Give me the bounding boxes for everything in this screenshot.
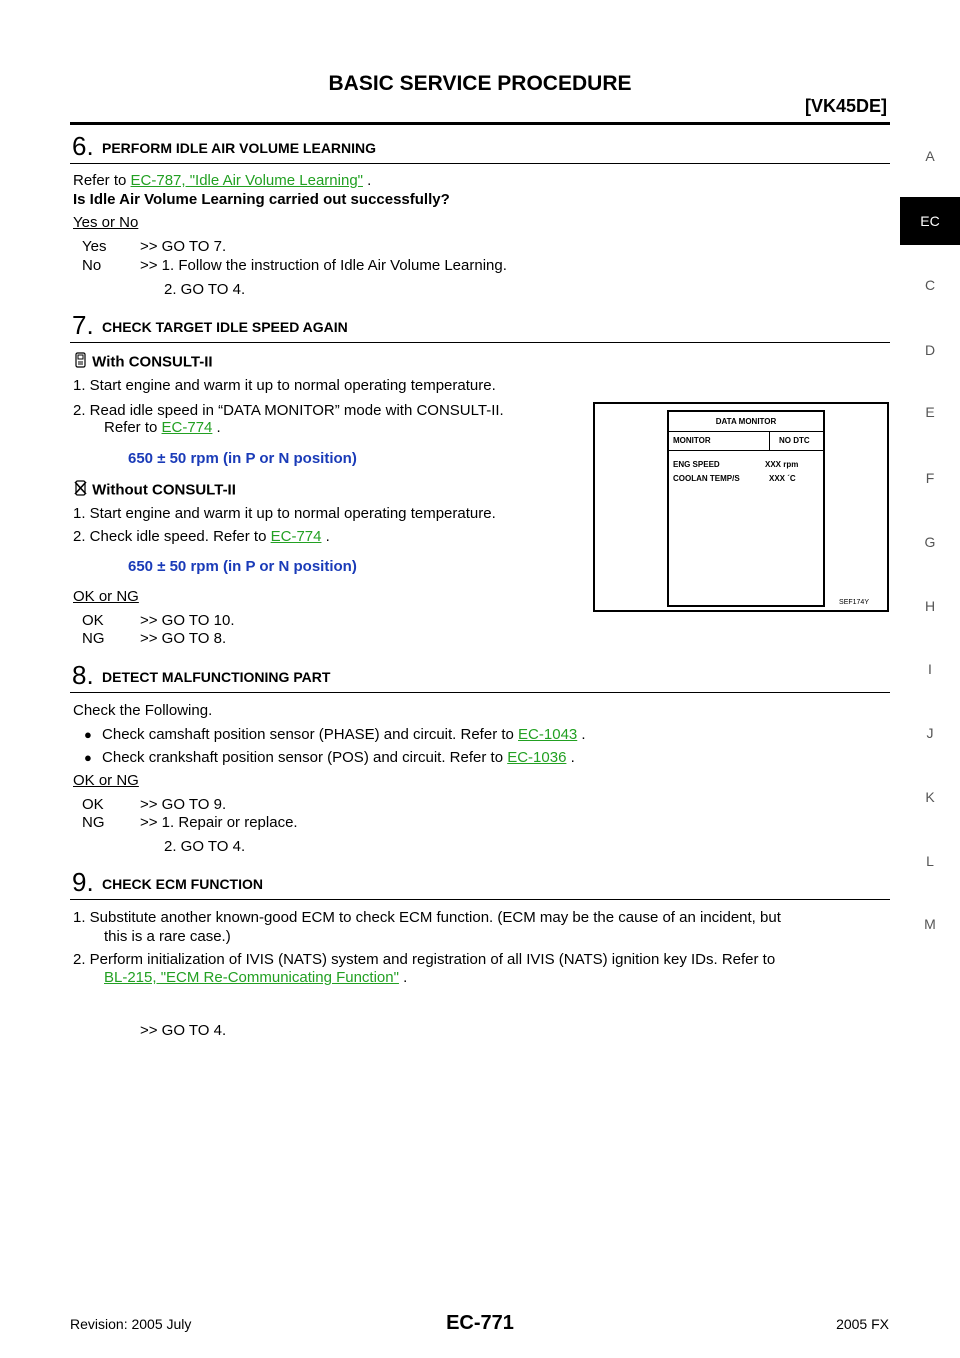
link-bl-215[interactable]: BL-215, "ECM Re-Communicating Function" xyxy=(104,969,399,986)
with-step-2-refer xyxy=(104,418,221,437)
with-consult-heading xyxy=(73,352,213,373)
link-ec-1043[interactable]: EC-1043 xyxy=(518,726,578,743)
screen-row-coolant-temp: COOLAN TEMP/S xyxy=(673,474,740,483)
side-tab-f[interactable]: F xyxy=(925,470,935,486)
refer-text: . xyxy=(321,528,330,545)
side-tab-g[interactable]: G xyxy=(924,534,936,550)
side-tab-d[interactable]: D xyxy=(924,342,936,358)
side-tab-c[interactable]: C xyxy=(924,277,936,293)
side-tab-k[interactable]: K xyxy=(925,789,935,805)
refer-text: . xyxy=(398,969,408,986)
link-ec-1036[interactable]: EC-1036 xyxy=(507,749,567,766)
section-9-goto: >> GO TO 4. xyxy=(140,1022,227,1039)
with-step-1: 1. Start engine and warm it up to normal operating temperature. xyxy=(73,377,496,394)
page-subtitle: [VK45DE] xyxy=(804,96,887,116)
refer-text: . xyxy=(577,726,586,743)
section-9-header xyxy=(70,869,890,900)
yes-value: >> GO TO 7. xyxy=(140,238,227,255)
no-key: No xyxy=(82,257,102,274)
ok-value: >> GO TO 10. xyxy=(140,612,235,629)
section-6-number: 6. xyxy=(72,131,94,161)
ng-key: NG xyxy=(82,814,105,831)
consult-screen xyxy=(667,410,825,607)
section-9-number: 9. xyxy=(72,867,94,897)
side-tab-m[interactable]: M xyxy=(924,916,936,932)
section-9-step-1-cont: this is a rare case.) xyxy=(104,928,231,945)
section-6-yes-or-no: Yes or No xyxy=(73,214,139,231)
section-8-intro: Check the Following. xyxy=(73,702,213,719)
page-title: BASIC SERVICE PROCEDURE xyxy=(328,72,632,95)
footer-page-number: EC-771 xyxy=(446,1312,514,1334)
section-6-header xyxy=(70,133,890,164)
without-step-2 xyxy=(73,527,330,546)
figure-code: SEF174Y xyxy=(839,599,869,606)
section-7-ok-or-ng: OK or NG xyxy=(73,588,139,605)
section-9-step-1: 1. Substitute another known-good ECM to check ECM function. (ECM may be the cause of an incident, but xyxy=(73,909,781,926)
section-9-step-2-refer xyxy=(104,968,407,987)
section-8-ok-or-ng: OK or NG xyxy=(73,772,139,789)
consult-tester-icon xyxy=(73,352,88,373)
bullet-text: Check camshaft position sensor (PHASE) and circuit. Refer to xyxy=(102,726,519,743)
without-step-1: 1. Start engine and warm it up to normal operating temperature. xyxy=(73,505,496,522)
ng-key: NG xyxy=(82,630,105,647)
screen-row-coolant-temp-value: XXX ´C xyxy=(769,474,796,483)
side-tab-ec[interactable]: EC xyxy=(900,197,960,245)
screen-col-divider xyxy=(769,431,770,450)
ok-key: OK xyxy=(82,796,104,813)
with-consult-label: With CONSULT-II xyxy=(92,353,213,371)
side-tab-i[interactable]: I xyxy=(928,661,932,677)
bullet-icon: ● xyxy=(84,727,92,742)
refer-text: Refer to xyxy=(104,419,162,436)
side-tab-l[interactable]: L xyxy=(926,853,934,869)
yes-key: Yes xyxy=(82,238,107,255)
data-monitor-figure xyxy=(593,402,889,612)
link-ec-774[interactable]: EC-774 xyxy=(161,419,213,436)
refer-text: 2. Check idle speed. Refer to xyxy=(73,528,271,545)
spec-idle-speed-1: 650 ± 50 rpm (in P or N position) xyxy=(128,450,357,467)
ok-value: >> GO TO 9. xyxy=(140,796,227,813)
screen-row-eng-speed: ENG SPEED xyxy=(673,460,720,469)
section-9-step-2: 2. Perform initialization of IVIS (NATS) system and registration of all IVIS (NATS) ignition key IDs. Refer to xyxy=(73,951,776,968)
screen-col-no-dtc: NO DTC xyxy=(779,436,810,445)
spec-idle-speed-2: 650 ± 50 rpm (in P or N position) xyxy=(128,558,357,575)
ng-value: >> GO TO 8. xyxy=(140,630,227,647)
bullet-text: Check crankshaft position sensor (POS) and circuit. Refer to xyxy=(102,749,508,766)
refer-text: . xyxy=(362,172,372,189)
header-rule xyxy=(70,122,890,125)
refer-text: Refer to xyxy=(73,172,131,189)
ok-key: OK xyxy=(82,612,104,629)
screen-row-eng-speed-value: XXX rpm xyxy=(765,460,799,469)
refer-text: . xyxy=(212,419,221,436)
bullet-icon: ● xyxy=(84,750,92,765)
link-ec-787[interactable]: EC-787, "Idle Air Volume Learning" xyxy=(130,172,363,189)
section-7-title: CHECK TARGET IDLE SPEED AGAIN xyxy=(102,319,348,335)
section-9-title: CHECK ECM FUNCTION xyxy=(102,876,263,892)
with-step-2: 2. Read idle speed in “DATA MONITOR” mode with CONSULT-II. xyxy=(73,402,504,419)
link-ec-774[interactable]: EC-774 xyxy=(270,528,322,545)
section-8-header xyxy=(70,662,890,693)
section-6-title: PERFORM IDLE AIR VOLUME LEARNING xyxy=(102,140,377,156)
screen-rule xyxy=(669,431,823,432)
section-6-question: Is Idle Air Volume Learning carried out successfully? xyxy=(73,191,450,208)
footer-revision: Revision: 2005 July xyxy=(70,1316,192,1332)
section-7-header xyxy=(70,312,890,343)
section-7-number: 7. xyxy=(72,310,94,340)
side-tab-e[interactable]: E xyxy=(925,404,935,420)
no-value: >> 1. Follow the instruction of Idle Air Volume Learning. xyxy=(140,257,507,274)
ng-value: >> 1. Repair or replace. xyxy=(140,814,298,831)
bullet-crankshaft xyxy=(84,748,575,767)
screen-col-monitor: MONITOR xyxy=(673,436,711,445)
no-tools-icon xyxy=(73,480,88,501)
ng-value-step-2: 2. GO TO 4. xyxy=(164,838,246,855)
side-tab-a[interactable]: A xyxy=(925,148,935,164)
bullet-camshaft xyxy=(84,725,586,744)
footer-model: 2005 FX xyxy=(836,1316,889,1332)
section-6-refer xyxy=(73,171,371,190)
section-8-title: DETECT MALFUNCTIONING PART xyxy=(102,669,331,685)
without-consult-heading xyxy=(73,480,236,501)
screen-title: DATA MONITOR xyxy=(715,417,777,426)
side-tab-j[interactable]: J xyxy=(926,725,934,741)
without-consult-label: Without CONSULT-II xyxy=(92,481,236,499)
no-value-step-2: 2. GO TO 4. xyxy=(164,281,246,298)
refer-text: . xyxy=(566,749,575,766)
section-8-number: 8. xyxy=(72,660,94,690)
side-tab-h[interactable]: H xyxy=(924,598,936,614)
screen-rule xyxy=(669,450,823,451)
